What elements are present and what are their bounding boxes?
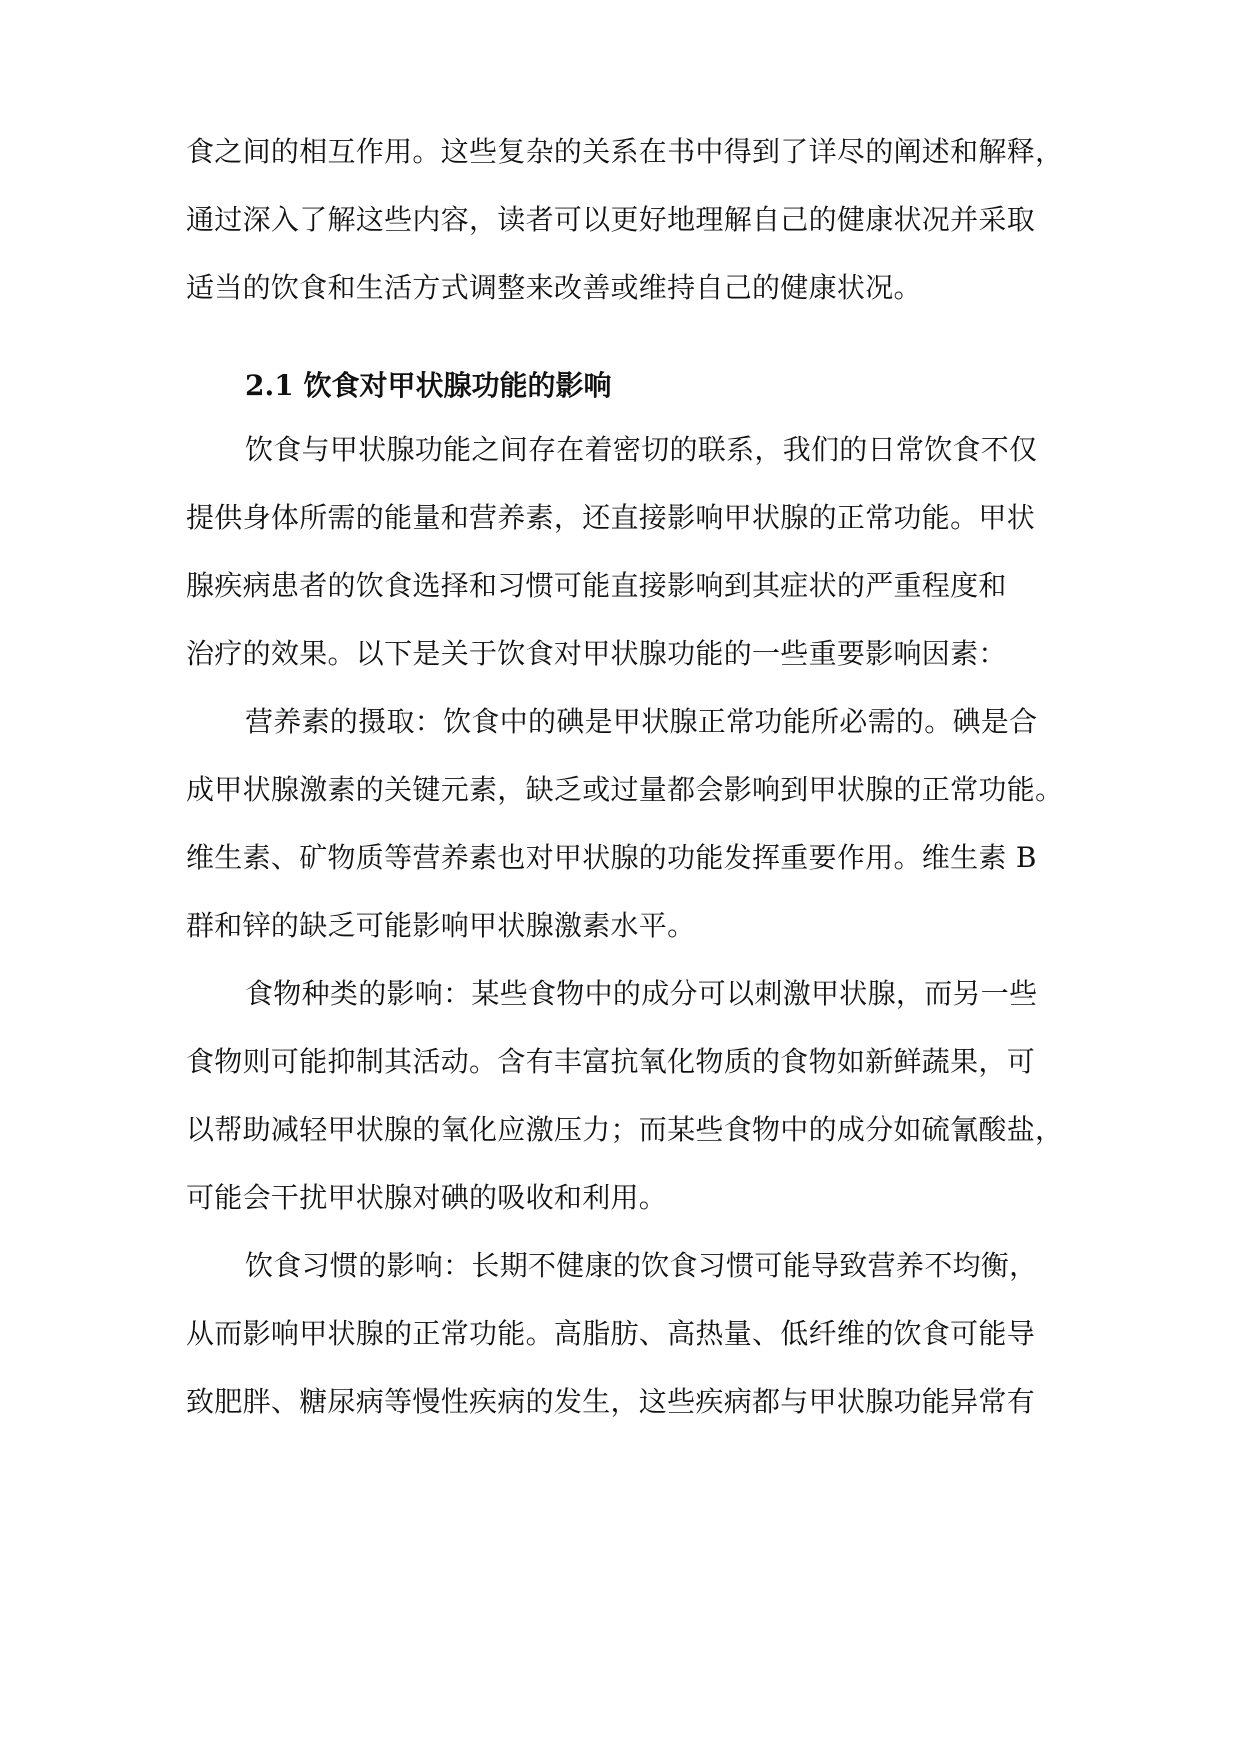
text-line: 以帮助减轻甲状腺的氧化应激压力；而某些食物中的成分如硫氰酸盐，: [186, 1113, 1064, 1146]
text-line: 食物则可能抑制其活动。含有丰富抗氧化物质的食物如新鲜蔬果，可: [186, 1045, 1036, 1078]
text-line: 饮食与甲状腺功能之间存在着密切的联系，我们的日常饮食不仅: [245, 433, 1038, 466]
text-line: 饮食习惯的影响：长期不健康的饮食习惯可能导致营养不均衡，: [245, 1249, 1038, 1282]
section-heading: 2.1 饮食对甲状腺功能的影响: [245, 369, 612, 402]
text-line: 治疗的效果。以下是关于饮食对甲状腺功能的一些重要影响因素：: [186, 637, 1007, 670]
text-line: 适当的饮食和生活方式调整来改善或维持自己的健康状况。: [186, 271, 922, 304]
text-line: 腺疾病患者的饮食选择和习惯可能直接影响到其症状的严重程度和: [186, 569, 1007, 602]
text-line: 通过深入了解这些内容，读者可以更好地理解自己的健康状况并采取: [186, 203, 1036, 236]
text-line: 成甲状腺激素的关键元素，缺乏或过量都会影响到甲状腺的正常功能。: [186, 773, 1064, 806]
text-line: 食物种类的影响：某些食物中的成分可以刺激甲状腺，而另一些: [245, 977, 1038, 1010]
text-line: 致肥胖、糖尿病等慢性疾病的发生，这些疾病都与甲状腺功能异常有: [186, 1385, 1036, 1418]
text-line: 群和锌的缺乏可能影响甲状腺激素水平。: [186, 909, 696, 942]
text-line: 食之间的相互作用。这些复杂的关系在书中得到了详尽的阐述和解释，: [186, 135, 1064, 168]
text-line: 从而影响甲状腺的正常功能。高脂肪、高热量、低纤维的饮食可能导: [186, 1317, 1036, 1350]
text-line: 可能会干扰甲状腺对碘的吸收和利用。: [186, 1181, 668, 1214]
text-line: 维生素、矿物质等营养素也对甲状腺的功能发挥重要作用。维生素 B: [186, 841, 1037, 874]
text-line: 营养素的摄取：饮食中的碘是甲状腺正常功能所必需的。碘是合: [245, 705, 1038, 738]
text-line: 提供身体所需的能量和营养素，还直接影响甲状腺的正常功能。甲状: [186, 501, 1036, 534]
